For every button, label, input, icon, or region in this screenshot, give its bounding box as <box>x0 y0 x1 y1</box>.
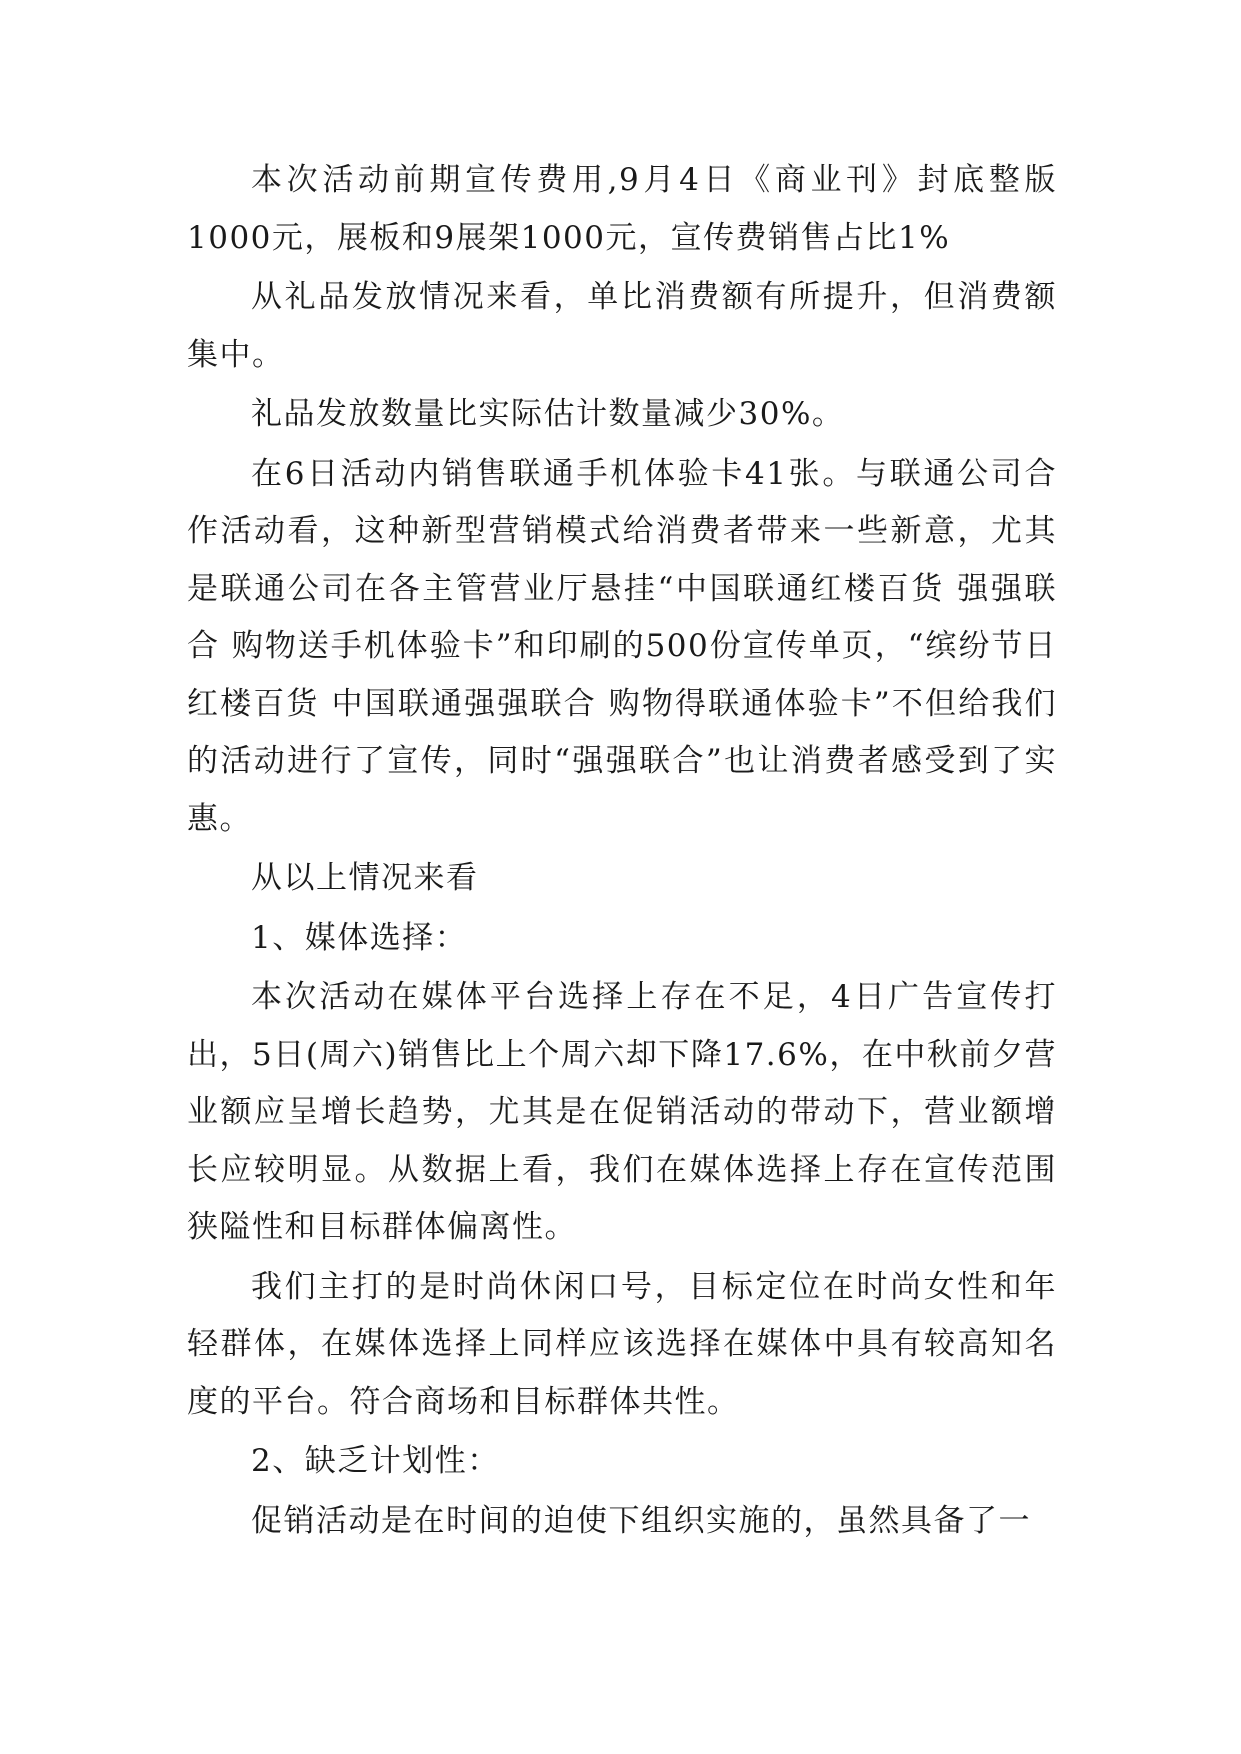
paragraph-promotion-timing: 促销活动是在时间的迫使下组织实施的，虽然具备了一 <box>251 1502 1031 1539</box>
heading-lack-of-planning: 2、缺乏计划性： <box>251 1443 500 1479</box>
document-body <box>187 152 1057 1552</box>
paragraph-gift-quantity: 礼品发放数量比实际估计数量减少30%。 <box>251 396 845 432</box>
paragraph-summary-intro: 从以上情况来看 <box>251 860 479 896</box>
paragraph-unicom-cooperation: 在6日活动内销售联通手机体验卡41张。与联通公司合作活动看，这种新型营销模式给消费者带来一些新意，尤其是联通公司在各主管营业厅悬挂“中国联通红楼百货 强强联合 购物送手机体验卡”和印刷的500份宣传单页，“缤纷节日 红楼百货 中国联通强强联合 购物得联通体验卡”不但给我们的活动进行了宣传，同时“强强联合”也让消费者感受到了实惠。 <box>187 455 1057 837</box>
paragraph-publicity-cost: 本次活动前期宣传费用,9月4日《商业刊》封底整版1000元，展板和9展架1000元，宣传费销售占比1% <box>187 162 1057 256</box>
paragraph-gift-consumption: 从礼品发放情况来看，单比消费额有所提升，但消费额集中。 <box>187 279 1057 373</box>
paragraph-media-platform: 本次活动在媒体平台选择上存在不足，4日广告宣传打出，5日(周六)销售比上个周六却下降17.6%，在中秋前夕营业额应呈增长趋势，尤其是在促销活动的带动下，营业额增长应较明显。从数据上看，我们在媒体选择上存在宣传范围狭隘性和目标群体偏离性。 <box>187 979 1057 1245</box>
heading-media-selection: 1、媒体选择： <box>251 919 468 956</box>
paragraph-target-group: 我们主打的是时尚休闲口号，目标定位在时尚女性和年轻群体，在媒体选择上同样应该选择在媒体中具有较高知名度的平台。符合商场和目标群体共性。 <box>187 1268 1057 1420</box>
